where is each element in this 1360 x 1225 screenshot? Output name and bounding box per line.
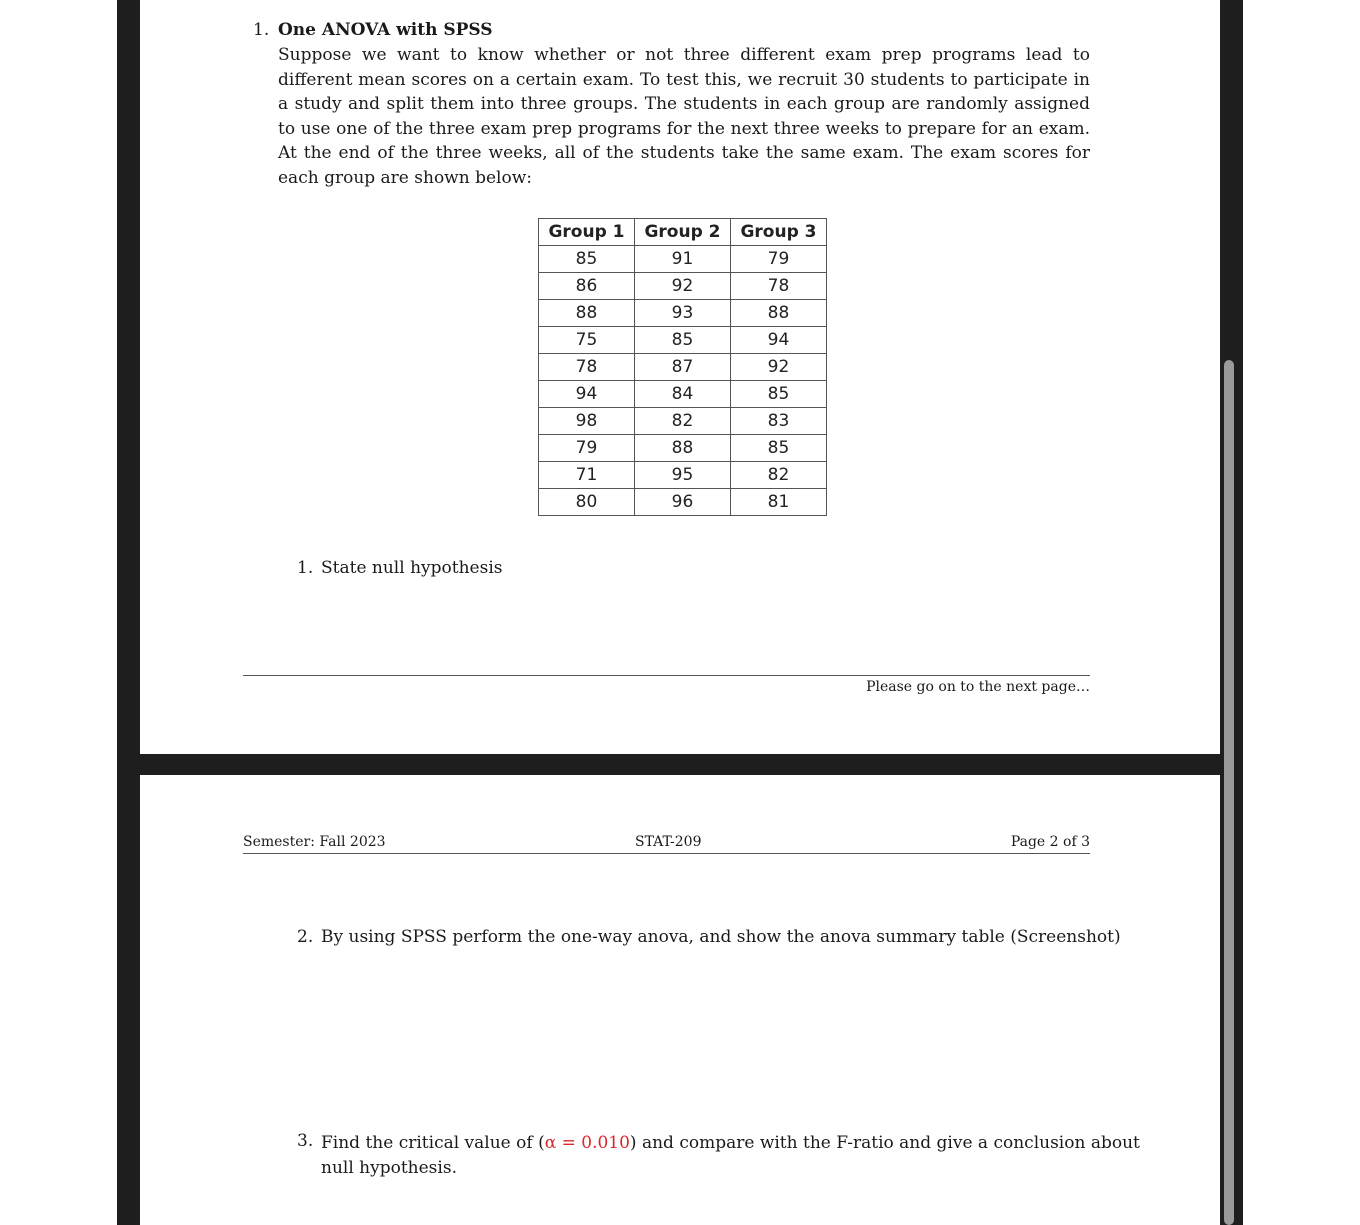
table-cell: 94: [539, 381, 635, 408]
table-cell: 94: [731, 327, 827, 354]
table-cell: 91: [635, 246, 731, 273]
table-cell: 85: [539, 246, 635, 273]
table-cell: 85: [635, 327, 731, 354]
table-row: [539, 300, 827, 327]
sub-item-1-number: 1.: [297, 558, 314, 578]
exam-scores-table: [538, 218, 827, 516]
table-cell: 81: [731, 489, 827, 516]
next-page-note: Please go on to the next page…: [866, 679, 1090, 695]
table-cell: 88: [635, 435, 731, 462]
table-row: [539, 408, 827, 435]
question-body: Suppose we want to know whether or not three different exam prep programs lead to different mean scores on a certain exam. To test this, we recruit 30 students to participate in a study and split them into three groups. The students in each group are randomly assigned to use one of the three exam prep programs for the next three weeks to prepare for an exam. At the end of the three weeks, all of the students take the same exam. The exam scores for each group are shown below:: [278, 45, 1090, 188]
alpha-value: α = 0.010: [544, 1133, 630, 1153]
table-cell: 95: [635, 462, 731, 489]
table-cell: 82: [635, 408, 731, 435]
table-row: [539, 435, 827, 462]
table-cell: 96: [635, 489, 731, 516]
table-cell: 79: [539, 435, 635, 462]
semester-label: Semester: Fall 2023: [243, 834, 386, 850]
sub-item-3-text: [321, 1131, 1140, 1181]
table-cell: 87: [635, 354, 731, 381]
table-cell: 78: [731, 273, 827, 300]
table-cell: 85: [731, 381, 827, 408]
table-header-row: [539, 219, 827, 246]
sub-item-3-text-line2: null hypothesis.: [321, 1158, 457, 1178]
table-cell: 98: [539, 408, 635, 435]
table-cell: 85: [731, 435, 827, 462]
table-cell: 75: [539, 327, 635, 354]
table-cell: 78: [539, 354, 635, 381]
header-rule: [243, 853, 1090, 854]
question-title: One ANOVA with SPSS: [278, 20, 493, 40]
sub-item-2-text: By using SPSS perform the one-way anova, and show the anova summary table (Screenshot): [321, 927, 1121, 947]
sub-item-3-text-start: Find the critical value of (: [321, 1133, 545, 1153]
table-row: [539, 462, 827, 489]
footer-rule: [243, 675, 1090, 676]
table-cell: 88: [539, 300, 635, 327]
sub-item-2-number: 2.: [297, 927, 314, 947]
course-code: STAT-209: [635, 834, 702, 850]
table-row: [539, 354, 827, 381]
table-row: [539, 273, 827, 300]
table-cell: 92: [731, 354, 827, 381]
column-header: Group 3: [731, 219, 827, 246]
column-header: Group 2: [635, 219, 731, 246]
sub-item-3-number: 3.: [297, 1131, 314, 1151]
table-row: [539, 489, 827, 516]
table-cell: 84: [635, 381, 731, 408]
table-cell: 71: [539, 462, 635, 489]
table-cell: 93: [635, 300, 731, 327]
scrollbar-thumb[interactable]: [1224, 360, 1234, 1225]
table-row: [539, 327, 827, 354]
sub-item-3-text-end: ) and compare with the F-ratio and give a conclusion about: [629, 1133, 1140, 1153]
table-row: [539, 246, 827, 273]
table-row: [539, 381, 827, 408]
table-cell: 86: [539, 273, 635, 300]
table-cell: 88: [731, 300, 827, 327]
sub-item-1-text: State null hypothesis: [321, 558, 503, 578]
table-cell: 80: [539, 489, 635, 516]
table-cell: 82: [731, 462, 827, 489]
table-cell: 92: [635, 273, 731, 300]
column-header: Group 1: [539, 219, 635, 246]
question-number: 1.: [253, 20, 270, 40]
table-cell: 79: [731, 246, 827, 273]
table-cell: 83: [731, 408, 827, 435]
page-number: Page 2 of 3: [1010, 834, 1090, 850]
